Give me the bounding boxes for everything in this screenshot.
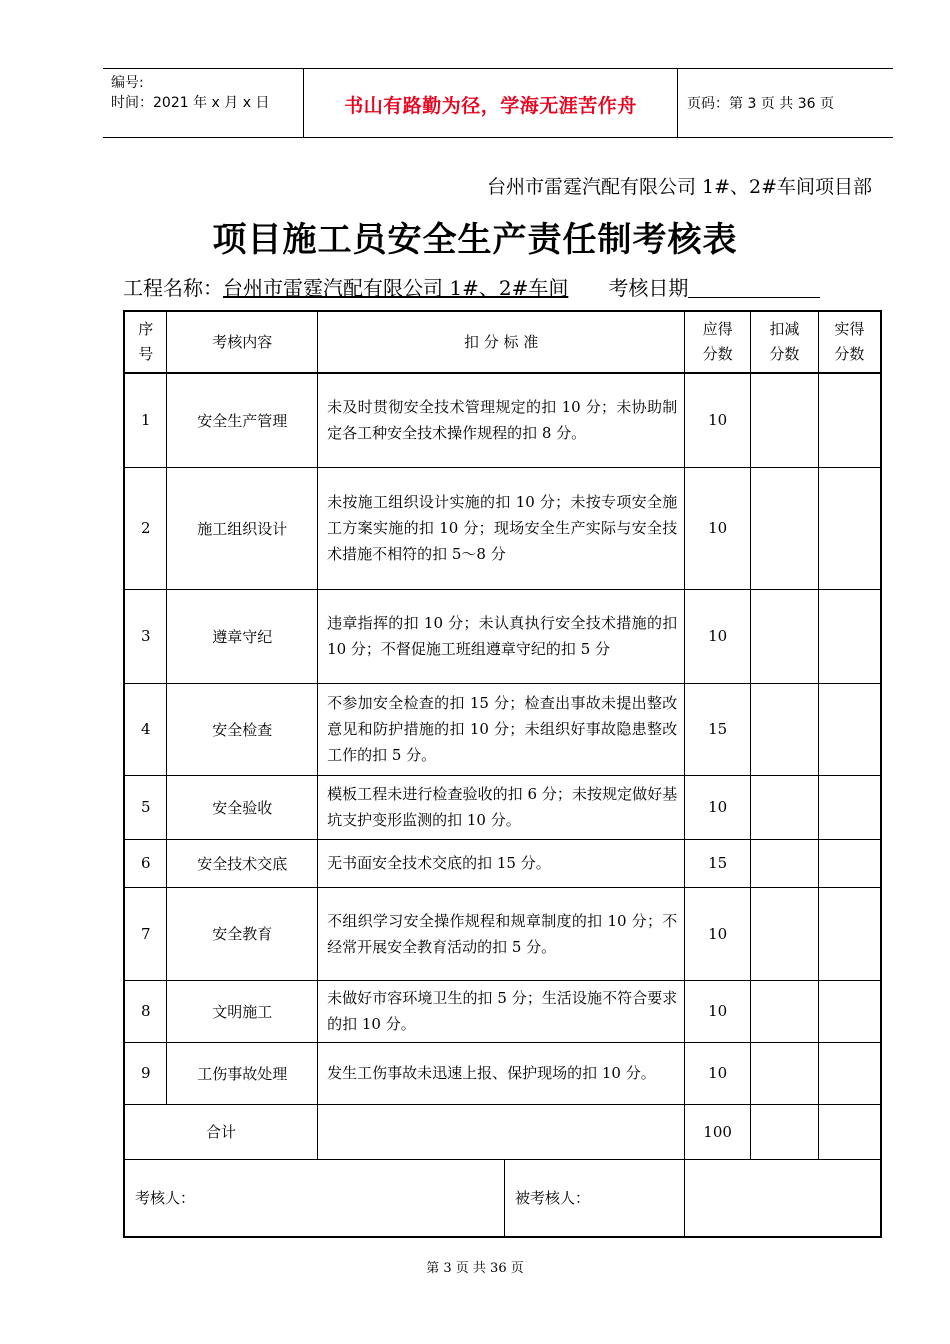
row-standard: 不组织学习安全操作规程和规章制度的扣 10 分；不经常开展安全教育活动的扣 5 分。 (318, 887, 685, 980)
table-row (124, 980, 881, 1042)
row-actual[interactable] (818, 467, 881, 589)
table-row (124, 373, 881, 467)
table-row (124, 467, 881, 589)
total-label: 合计 (124, 1104, 318, 1159)
row-content: 安全技术交底 (167, 839, 318, 887)
row-actual[interactable] (818, 839, 881, 887)
row-score: 15 (685, 839, 751, 887)
row-score: 10 (685, 467, 751, 589)
row-deduct[interactable] (750, 683, 818, 775)
assessor-field[interactable] (125, 1160, 505, 1236)
page-header (103, 68, 893, 138)
row-content: 施工组织设计 (167, 467, 318, 589)
row-deduct[interactable] (750, 589, 818, 683)
date-label: 考核日期 (608, 276, 689, 300)
assessee-label: 被考核人： (515, 1189, 591, 1207)
row-seq: 4 (124, 683, 167, 775)
row-content: 安全生产管理 (167, 373, 318, 467)
header-due: 应得分数 (685, 311, 751, 373)
row-score: 10 (685, 589, 751, 683)
motto: 书山有路勤为径，学海无涯苦作舟 (344, 95, 637, 117)
header-deduct: 扣减分数 (750, 311, 818, 373)
row-standard: 不参加安全检查的扣 15 分；检查出事故未提出整改意见和防护措施的扣 10 分；未组织好事故隐患整改工作的扣 5 分。 (318, 683, 685, 775)
signature-cell (124, 1159, 685, 1237)
row-actual[interactable] (818, 683, 881, 775)
signature-row (124, 1159, 881, 1237)
assessee-field[interactable] (505, 1160, 684, 1236)
row-deduct[interactable] (750, 839, 818, 887)
row-score: 10 (685, 887, 751, 980)
row-standard: 无书面安全技术交底的扣 15 分。 (318, 839, 685, 887)
row-deduct[interactable] (750, 775, 818, 839)
signature-blank[interactable] (685, 1159, 881, 1237)
total-row (124, 1104, 881, 1159)
row-content: 安全验收 (167, 775, 318, 839)
row-standard: 未做好市容环境卫生的扣 5 分；生活设施不符合要求的扣 10 分。 (318, 980, 685, 1042)
row-standard: 违章指挥的扣 10 分；未认真执行安全技术措施的扣 10 分；不督促施工班组遵章守纪的扣 5 分 (318, 589, 685, 683)
number-label: 编号: (111, 75, 144, 91)
time-label: 时间：2021 年 x 月 x 日 (111, 95, 270, 111)
total-score: 100 (685, 1104, 751, 1159)
table-row (124, 887, 881, 980)
row-actual[interactable] (818, 1042, 881, 1104)
header-divider (677, 69, 678, 137)
project-label: 工程名称： (123, 276, 223, 300)
row-seq: 6 (124, 839, 167, 887)
table-row (124, 1042, 881, 1104)
page-title: 项目施工员安全生产责任制考核表 (212, 220, 738, 260)
row-standard: 模板工程未进行检查验收的扣 6 分；未按规定做好基坑支护变形监测的扣 10 分。 (318, 775, 685, 839)
row-deduct[interactable] (750, 1042, 818, 1104)
row-seq: 9 (124, 1042, 167, 1104)
row-deduct[interactable] (750, 887, 818, 980)
table-row (124, 589, 881, 683)
row-seq: 1 (124, 373, 167, 467)
project-name: 台州市雷霆汽配有限公司 1#、2#车间 (223, 276, 569, 300)
row-score: 10 (685, 1042, 751, 1104)
header-meta (111, 73, 269, 113)
row-deduct[interactable] (750, 467, 818, 589)
table-row (124, 683, 881, 775)
total-standard (318, 1104, 685, 1159)
row-content: 安全检查 (167, 683, 318, 775)
row-deduct[interactable] (750, 373, 818, 467)
header-seq: 序号 (124, 311, 167, 373)
row-standard: 未按施工组织设计实施的扣 10 分；未按专项安全施工方案实施的扣 10 分；现场安全生产实际与安全技术措施不相符的扣 5～8 分 (318, 467, 685, 589)
assessment-table (123, 310, 882, 1238)
row-score: 10 (685, 775, 751, 839)
row-content: 工伤事故处理 (167, 1042, 318, 1104)
page-code: 页码：第 3 页 共 36 页 (687, 96, 834, 112)
row-score: 10 (685, 980, 751, 1042)
table-row (124, 775, 881, 839)
row-actual[interactable] (818, 775, 881, 839)
company-line: 台州市雷霆汽配有限公司 1#、2#车间项目部 (486, 176, 872, 198)
table-row (124, 839, 881, 887)
row-actual[interactable] (818, 887, 881, 980)
row-content: 遵章守纪 (167, 589, 318, 683)
project-line (123, 272, 820, 301)
page-footer: 第 3 页 共 36 页 (426, 1261, 524, 1276)
total-deduct[interactable] (750, 1104, 818, 1159)
row-seq: 5 (124, 775, 167, 839)
row-seq: 7 (124, 887, 167, 980)
row-content: 文明施工 (167, 980, 318, 1042)
row-actual[interactable] (818, 980, 881, 1042)
row-actual[interactable] (818, 589, 881, 683)
row-seq: 2 (124, 467, 167, 589)
row-score: 15 (685, 683, 751, 775)
row-content: 安全教育 (167, 887, 318, 980)
row-seq: 8 (124, 980, 167, 1042)
total-actual[interactable] (818, 1104, 881, 1159)
row-deduct[interactable] (750, 980, 818, 1042)
row-seq: 3 (124, 589, 167, 683)
row-standard: 发生工伤事故未迅速上报、保护现场的扣 10 分。 (318, 1042, 685, 1104)
row-score: 10 (685, 373, 751, 467)
assessor-label: 考核人： (135, 1189, 196, 1207)
table-header-row (124, 311, 881, 373)
row-actual[interactable] (818, 373, 881, 467)
header-actual: 实得分数 (818, 311, 881, 373)
row-standard: 未及时贯彻安全技术管理规定的扣 10 分；未协助制定各工种安全技术操作规程的扣 8 分。 (318, 373, 685, 467)
header-content: 考核内容 (167, 311, 318, 373)
header-standard: 扣 分 标 准 (318, 311, 685, 373)
date-blank (688, 277, 820, 298)
